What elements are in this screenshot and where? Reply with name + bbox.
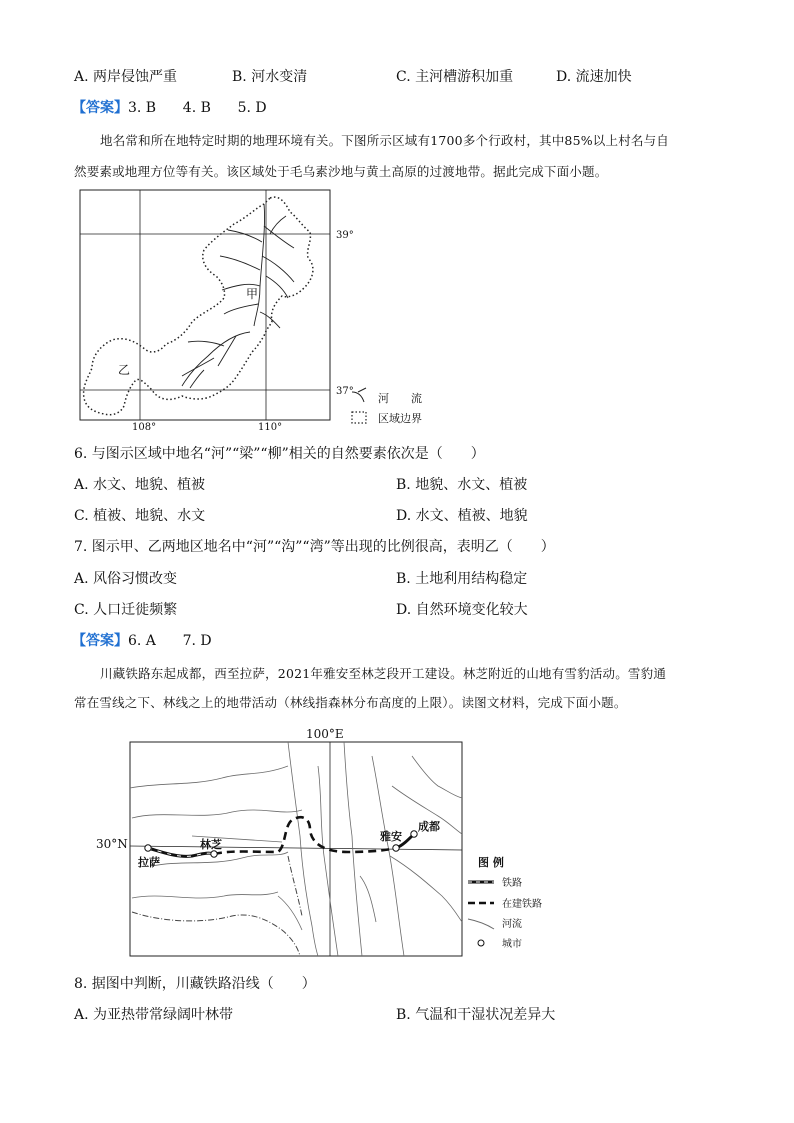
q8-option-a: A. 为亚热带常绿阔叶林带 (74, 1007, 234, 1023)
passage-2-line-2: 常在雪线之下、林线之上的地带活动（林线指森林分布高度的上限）。读图文材料，完成下面小题。 (74, 695, 627, 710)
answer-block-2 (72, 630, 212, 650)
q6-option-d: D. 水文、植被、地貌 (396, 508, 528, 524)
q7-option-a: A. 风俗习惯改变 (74, 571, 178, 587)
legend-construction-label: 在建铁路 (502, 899, 542, 910)
option-d: D. 流速加快 (556, 69, 632, 85)
city-chengdu-marker (411, 831, 417, 837)
map-frame (80, 190, 330, 420)
border-line (288, 856, 302, 916)
city-label-chengdu: 成都 (418, 820, 440, 833)
answer-tag: 【答案】 (72, 100, 128, 116)
option-b: B. 河水变清 (232, 69, 308, 85)
q7-option-b: B. 土地利用结构稳定 (396, 571, 528, 587)
legend-city-icon (478, 940, 484, 946)
answer-text: 6. A 7. D (128, 633, 212, 649)
answer-tag: 【答案】 (72, 633, 128, 649)
option-c: C. 主河槽游积加重 (396, 69, 514, 85)
question-7-stem: 7. 图示甲、乙两地区地名中“河”“沟”“湾”等出现的比例很高，表明乙（ ） (74, 539, 555, 555)
legend-river-icon (468, 919, 494, 929)
city-label-yaan: 雅安 (380, 830, 402, 843)
legend-railway-label: 铁路 (502, 878, 522, 889)
region-boundary (84, 197, 313, 415)
legend-river-label: 河流 (502, 919, 522, 930)
passage-1-line-2: 然要素或地理方位等有关。该区域处于毛乌素沙地与黄土高原的过渡地带。据此完成下面小题。 (74, 164, 608, 179)
city-yaan-marker (393, 845, 399, 851)
answer-block-1 (72, 97, 267, 117)
q7-option-c: C. 人口迁徙频繁 (74, 602, 178, 618)
question-8-stem: 8. 据图中判断，川藏铁路沿线（ ） (74, 976, 316, 992)
legend-river-label: 河 流 (378, 392, 422, 405)
answer-text: 3. B 4. B 5. D (128, 100, 267, 116)
passage-1-line-1: 地名常和所在地特定时期的地理环境有关。下图所示区域有1700多个行政村，其中85%以上村名与自 (100, 133, 669, 148)
q6-option-a: A. 水文、地貌、植被 (74, 477, 206, 493)
border-line (132, 912, 300, 956)
rivers (182, 204, 294, 388)
q6-option-c: C. 植被、地貌、水文 (74, 508, 206, 524)
legend-river-icon (352, 388, 366, 402)
city-lasa-marker (145, 845, 151, 851)
lat-label-30n: 30°N (96, 837, 128, 851)
lat-label-37: 37° (336, 386, 354, 397)
latitude-line-30n (130, 846, 462, 850)
lon-label-100e: 100°E (306, 727, 344, 741)
legend-boundary-label: 区域边界 (378, 412, 422, 425)
place-label-jia: 甲 (246, 287, 259, 301)
place-label-yi: 乙 (118, 363, 131, 377)
legend-boundary-icon (352, 412, 366, 423)
map-sichuan-tibet-railway (92, 726, 562, 962)
option-a: A. 两岸侵蚀严重 (74, 69, 178, 85)
city-linzhi-marker (211, 851, 217, 857)
legend-title: 图 例 (478, 856, 504, 869)
q8-option-b: B. 气温和干湿状况差异大 (396, 1007, 556, 1023)
q6-option-b: B. 地貌、水文、植被 (396, 477, 528, 493)
lon-label-108: 108° (132, 422, 157, 431)
lat-label-39: 39° (336, 230, 354, 241)
lon-label-110: 110° (258, 422, 283, 431)
passage-2-line-1: 川藏铁路东起成都，西至拉萨，2021年雅安至林芝段开工建设。林芝附近的山地有雪豹活动。雪豹通 (100, 666, 667, 681)
legend-city-label: 城市 (502, 939, 522, 950)
city-label-lasa: 拉萨 (138, 856, 160, 869)
q7-option-d: D. 自然环境变化较大 (396, 602, 528, 618)
question-6-stem: 6. 与图示区域中地名“河”“梁”“柳”相关的自然要素依次是（ ） (74, 446, 485, 462)
city-label-linzhi: 林芝 (200, 838, 222, 851)
map-region-village-names (74, 186, 444, 431)
